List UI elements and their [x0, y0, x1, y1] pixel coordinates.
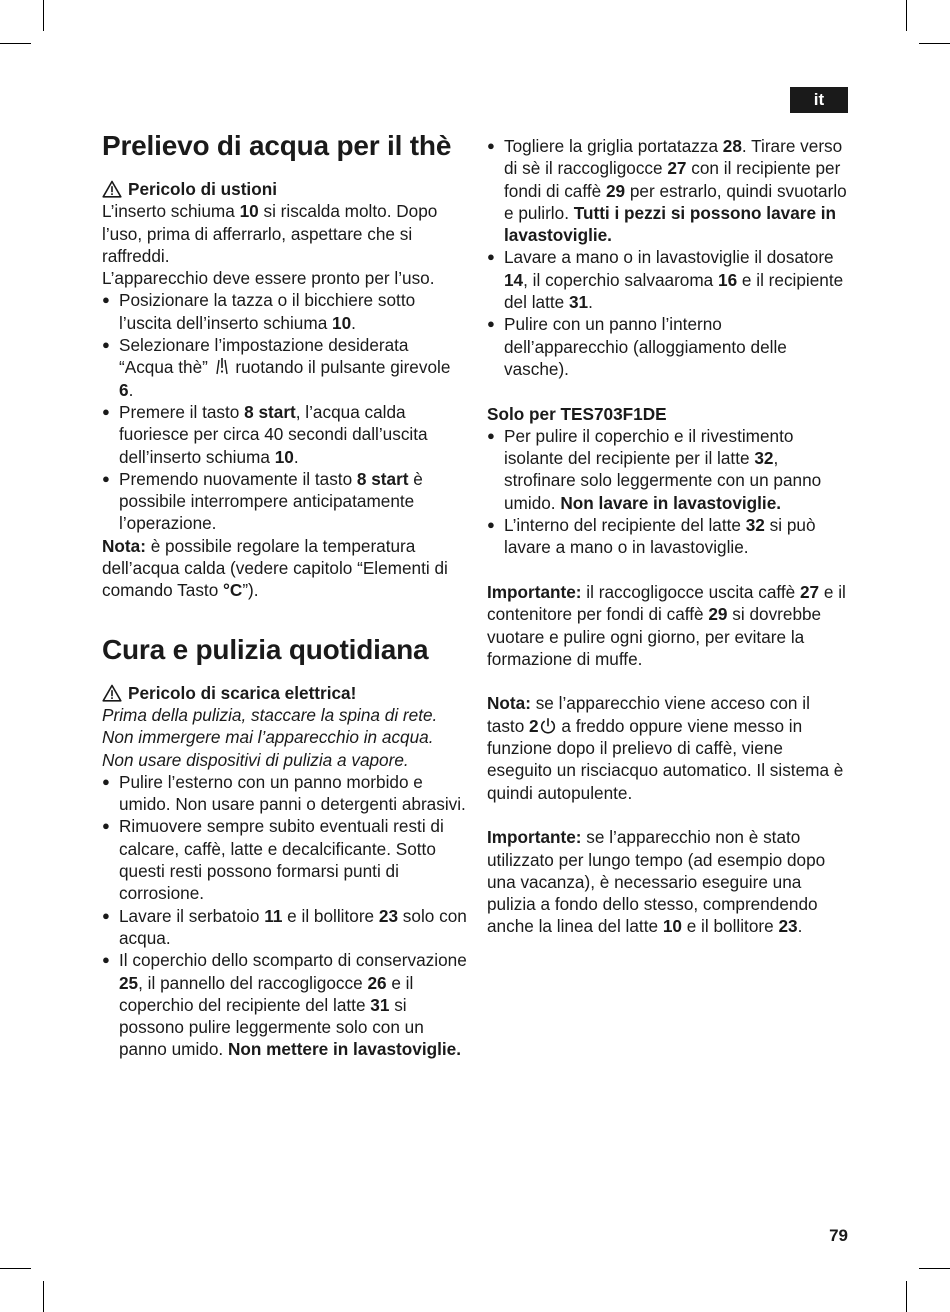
crop-mark — [919, 1268, 950, 1269]
list-item: ● Togliere la griglia portatazza 28. Tirare verso di sè il raccogligocce 27 con il recipiente per fondi di caffè 29 per estrarlo, quindi svuotarlo e pulirlo. Tutti i pezzi si possono lavare in lavastoviglie. — [487, 135, 850, 246]
page-number: 79 — [829, 1226, 848, 1245]
right-column — [487, 135, 850, 938]
tea-steps-list — [102, 289, 467, 534]
section-title-care: Cura e pulizia quotidiana — [102, 633, 429, 665]
list-item: ● Pulire l’esterno con un panno morbido e umido. Non usare panni o detergenti abrasivi. — [102, 771, 467, 816]
crop-mark — [919, 43, 950, 44]
language-tab: it — [790, 87, 848, 113]
italic-line: Non usare dispositivi di pulizia a vapore. — [102, 749, 409, 770]
important-note-1: Importante: il raccogligocce uscita caffè 27 e il contenitore per fondi di caffè 29 si dovrebbe vuotare e pulire ogni giorno, per evitare la formazione di muffe. — [487, 581, 846, 669]
list-item: ● Posizionare la tazza o il bicchiere sotto l’uscita dell’inserto schiuma 10. — [102, 289, 467, 334]
crop-mark — [906, 0, 907, 31]
note-text: Nota: è possibile regolare la temperatura dell’acqua calda (vedere capitolo “Elementi di comando Tasto °C”). — [102, 535, 448, 601]
power-icon — [539, 717, 557, 735]
care-list — [102, 771, 467, 1061]
model-heading: Solo per TES703F1DE — [487, 403, 667, 424]
warning-title: Pericolo di ustioni — [128, 179, 277, 199]
crop-mark — [0, 1268, 31, 1269]
list-item: ● Pulire con un panno l’interno dell’apparecchio (alloggiamento delle vasche). — [487, 313, 850, 380]
list-item: ● L’interno del recipiente del latte 32 si può lavare a mano o in lavastoviglie. — [487, 514, 850, 559]
crop-mark — [906, 1281, 907, 1312]
warning-triangle-icon — [102, 684, 122, 702]
list-item: ● Lavare a mano o in lavastoviglie il dosatore 14, il coperchio salvaaroma 16 e il recipiente del latte 31. — [487, 246, 850, 313]
list-item: ● Lavare il serbatoio 11 e il bollitore 23 solo con acqua. — [102, 905, 467, 950]
cleaning-list — [487, 135, 850, 380]
warning-triangle-icon — [102, 180, 122, 198]
list-item: ● Il coperchio dello scomparto di conservazione 25, il pannello del raccogligocce 26 e il coperchio del recipiente del latte 31 si possono pulire leggermente solo con un panno umido. Non mettere in lavastoviglie. — [102, 949, 467, 1060]
list-item: ● Premere il tasto 8 start, l’acqua calda fuoriesce per circa 40 secondi dall’uscita dell’inserto schiuma 10. — [102, 401, 467, 468]
italic-line: Non immergere mai l’apparecchio in acqua. — [102, 727, 434, 748]
important-note-2: Importante: se l’apparecchio non è stato utilizzato per lungo tempo (ad esempio dopo una vacanza), è necessario eseguire una pulizia a fondo dello stesso, comprendendo anche la linea del latte 10 e il bollitore 23. — [487, 827, 826, 937]
section-title-tea-water: Prelievo di acqua per il thè — [102, 130, 452, 161]
italic-line: Prima della pulizia, staccare la spina di rete. — [102, 704, 438, 725]
crop-mark — [0, 43, 31, 44]
list-item: ● Per pulire il coperchio e il rivestimento isolante del recipiente per il latte 32, strofinare solo leggermente con un panno umido. Non lavare in lavastoviglie. — [487, 425, 850, 514]
model-list — [487, 425, 850, 559]
crop-mark — [43, 1281, 44, 1312]
burn-warning — [102, 178, 467, 200]
intro-text: L’apparecchio deve essere pronto per l’uso. — [102, 268, 435, 289]
crop-mark — [43, 0, 44, 31]
electric-warning — [102, 682, 467, 704]
list-item: ● Selezionare l’impostazione desiderata “Acqua thè” ruotando il pulsante girevole 6. — [102, 334, 467, 401]
warning-text: L’inserto schiuma 10 si riscalda molto. Dopo l’uso, prima di afferrarlo, aspettare che si raffreddi. — [102, 201, 438, 266]
left-column — [102, 128, 467, 1061]
warning-title: Pericolo di scarica elettrica! — [128, 682, 357, 703]
list-item: ● Rimuovere sempre subito eventuali resti di calcare, caffè, latte e decalcificante. Sotto questi resti possono formarsi punti di corrosione. — [102, 815, 467, 904]
list-item: ● Premendo nuovamente il tasto 8 start è possibile interrompere anticipatamente l’operazione. — [102, 468, 467, 535]
tea-water-icon — [213, 356, 231, 376]
note-2: Nota: se l’apparecchio viene acceso con il tasto 2 a freddo oppure viene messo in funzione dopo il prelievo di caffè, viene eseguito un risciacquo automatico. Il sistema è quindi autopulente. — [487, 693, 844, 803]
